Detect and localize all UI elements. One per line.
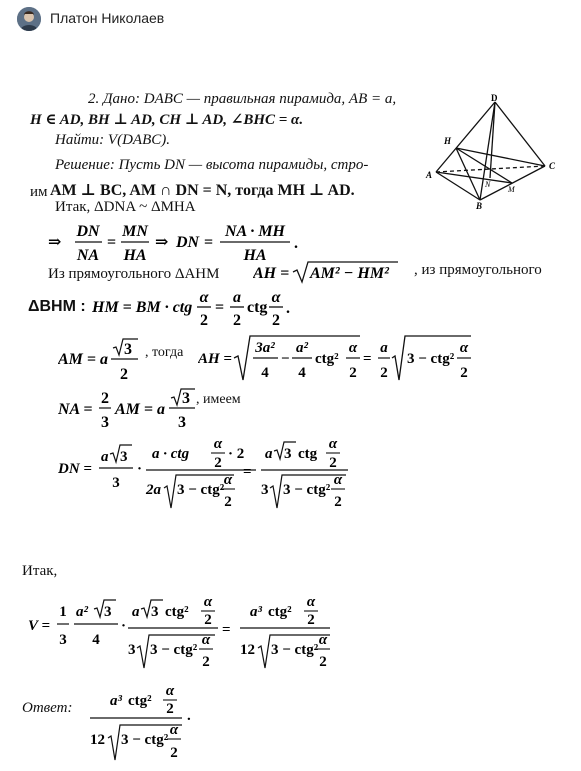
right-triangle-text: , из прямоугольного	[414, 262, 542, 278]
svg-text:3: 3	[284, 446, 292, 462]
svg-text:2: 2	[120, 366, 128, 383]
svg-text:4: 4	[261, 365, 269, 381]
svg-text:2: 2	[460, 365, 468, 381]
svg-text:a: a	[380, 340, 388, 356]
svg-text:4: 4	[92, 632, 100, 648]
svg-text:ctg²: ctg²	[268, 604, 292, 620]
svg-text:AH =: AH =	[253, 265, 290, 282]
svg-text:2: 2	[329, 455, 337, 471]
svg-text:3 − ctg²: 3 − ctg²	[283, 482, 331, 498]
svg-text:α: α	[213, 436, 223, 452]
svg-text:2: 2	[202, 654, 210, 670]
find-line: Найти: V(DABC).	[55, 132, 170, 148]
svg-text:HA: HA	[243, 247, 267, 264]
svg-text:AH =: AH =	[198, 351, 232, 367]
given-line-2: H ∈ AD, BH ⊥ AD, CH ⊥ AD, ∠BHC = α.	[30, 112, 304, 128]
togda-text: , тогда	[145, 345, 184, 360]
formula-answer	[82, 680, 202, 766]
svg-text:3: 3	[101, 414, 109, 431]
formula-dn	[58, 430, 358, 514]
answer-label: Ответ:	[22, 700, 73, 716]
svg-text:α: α	[459, 340, 469, 356]
svg-text:3 − ctg²: 3 − ctg²	[177, 482, 225, 498]
svg-text:1: 1	[59, 604, 67, 620]
formula-am	[58, 334, 148, 384]
author-name[interactable]: Платон Николаев	[50, 10, 165, 26]
svg-text:.: .	[286, 300, 290, 317]
svg-text:MN: MN	[122, 223, 148, 240]
svg-text:a: a	[233, 289, 241, 306]
svg-text:3: 3	[112, 475, 120, 491]
svg-text:a³: a³	[250, 604, 262, 620]
svg-text:DN =: DN =	[58, 461, 92, 477]
itak-text: Итак,	[22, 563, 58, 579]
formula-hm	[92, 288, 302, 332]
formula-ah-result	[198, 332, 478, 388]
svg-text:⇒: ⇒	[48, 234, 62, 251]
svg-text:ctg²: ctg²	[165, 604, 189, 620]
pyramid-figure	[418, 92, 568, 210]
svg-text:12: 12	[240, 642, 255, 658]
svg-text:V =: V =	[28, 618, 51, 634]
svg-text:2: 2	[166, 701, 174, 717]
vertex-n: N	[485, 180, 491, 189]
svg-text:4: 4	[298, 365, 306, 381]
svg-text:.: .	[294, 235, 298, 252]
svg-text:α: α	[223, 472, 233, 488]
solution-line-2: AM ⊥ BC, AM ∩ DN = N, тогда MH ⊥ AD.	[50, 182, 355, 199]
svg-text:α: α	[333, 472, 343, 488]
solution-line-1: Решение: Пусть DN — высота пирамиды, стро-	[55, 157, 369, 173]
svg-text:α: α	[318, 632, 328, 648]
svg-text:α: α	[169, 722, 179, 738]
svg-text:NA · MH: NA · MH	[224, 223, 286, 240]
svg-text:=: =	[107, 234, 117, 251]
svg-text:=: =	[204, 234, 214, 251]
svg-text:⇒: ⇒	[155, 234, 169, 251]
svg-text:·: ·	[121, 618, 127, 634]
svg-text:α: α	[348, 340, 358, 356]
svg-text:HA: HA	[123, 247, 147, 264]
user-avatar-icon[interactable]	[17, 7, 41, 31]
svg-text:3a²: 3a²	[255, 340, 275, 356]
svg-text:a: a	[265, 446, 273, 462]
similar-triangles: Итак, ΔDNA ~ ΔMHA	[55, 199, 196, 215]
svg-text:3 − ctg²: 3 − ctg²	[121, 732, 169, 748]
svg-text:2: 2	[319, 654, 327, 670]
svg-text:3: 3	[120, 449, 128, 465]
svg-text:α: α	[201, 632, 211, 648]
svg-text:2: 2	[233, 312, 241, 329]
svg-text:3: 3	[151, 604, 159, 620]
svg-text:a · ctg: a · ctg	[152, 446, 190, 462]
vertex-a: A	[426, 170, 433, 180]
svg-text:=: =	[243, 464, 252, 480]
svg-text:α: α	[165, 683, 175, 699]
vertex-b: B	[476, 201, 483, 210]
svg-text:2: 2	[272, 312, 280, 329]
svg-text:=: =	[222, 622, 231, 638]
svg-text:2a: 2a	[146, 482, 161, 498]
svg-text:2: 2	[170, 745, 178, 761]
svg-text:HM = BM · ctg: HM = BM · ctg	[92, 299, 193, 316]
formula-ah-sqrt	[253, 258, 403, 288]
svg-text:DN: DN	[176, 234, 200, 251]
right-triangle-ahm: Из прямоугольного ΔAHM	[48, 266, 220, 282]
svg-text:3: 3	[124, 341, 132, 358]
svg-text:=: =	[363, 351, 372, 367]
svg-text:3: 3	[104, 604, 112, 620]
svg-text:α: α	[271, 289, 281, 306]
svg-text:α: α	[203, 594, 213, 610]
svg-text:.: .	[187, 708, 191, 724]
svg-text:2: 2	[214, 455, 222, 471]
svg-text:−: −	[281, 351, 290, 367]
svg-text:NA: NA	[76, 247, 100, 264]
svg-text:3 − ctg²: 3 − ctg²	[150, 642, 198, 658]
svg-text:2: 2	[204, 612, 212, 628]
imeem-text: , имеем	[196, 392, 241, 407]
formula-na	[58, 386, 198, 432]
svg-text:3: 3	[59, 632, 67, 648]
svg-text:α: α	[199, 289, 209, 306]
svg-text:12: 12	[90, 732, 105, 748]
vertex-c: C	[549, 161, 556, 171]
svg-text:3: 3	[182, 390, 190, 407]
svg-text:a: a	[132, 604, 140, 620]
formula-volume	[28, 588, 348, 674]
svg-text:2: 2	[224, 494, 232, 510]
svg-text:3 − ctg²: 3 − ctg²	[271, 642, 319, 658]
svg-text:ctg²: ctg²	[315, 351, 339, 367]
svg-text:3: 3	[261, 482, 269, 498]
svg-text:a²: a²	[296, 340, 308, 356]
svg-text:α: α	[328, 436, 338, 452]
vertex-h: H	[444, 136, 452, 146]
svg-text:AM = a: AM = a	[58, 351, 109, 368]
solution-line-2-prefix: им	[30, 184, 48, 200]
svg-text:ctg: ctg	[247, 299, 268, 316]
svg-text:α: α	[306, 594, 316, 610]
svg-text:2: 2	[380, 365, 388, 381]
svg-text:DN: DN	[76, 223, 100, 240]
svg-text:=: =	[215, 299, 225, 316]
svg-text:ctg: ctg	[298, 446, 318, 462]
given-line-1: 2. Дано: DABC — правильная пирамида, AB = a,	[88, 91, 397, 107]
svg-text:NA =: NA =	[58, 401, 93, 418]
svg-text:2: 2	[200, 312, 208, 329]
svg-text:a: a	[101, 449, 109, 465]
vertex-m: M	[508, 185, 515, 194]
svg-text:· 2: · 2	[228, 446, 245, 462]
svg-text:AM² − HM²: AM² − HM²	[310, 265, 389, 282]
triangle-bhm-label: ΔBHM :	[28, 298, 86, 315]
svg-text:a³: a³	[110, 693, 122, 709]
svg-text:2: 2	[334, 494, 342, 510]
svg-text:a²: a²	[76, 604, 88, 620]
svg-text:·: ·	[137, 461, 143, 477]
svg-text:2: 2	[101, 390, 109, 407]
svg-text:3: 3	[178, 414, 186, 431]
svg-text:2: 2	[349, 365, 357, 381]
svg-text:3 − ctg²: 3 − ctg²	[407, 351, 455, 367]
svg-text:2: 2	[307, 612, 315, 628]
svg-text:AM = a: AM = a	[115, 401, 166, 418]
svg-text:3: 3	[128, 642, 136, 658]
svg-text:ctg²: ctg²	[128, 693, 152, 709]
vertex-d: D	[491, 93, 498, 103]
